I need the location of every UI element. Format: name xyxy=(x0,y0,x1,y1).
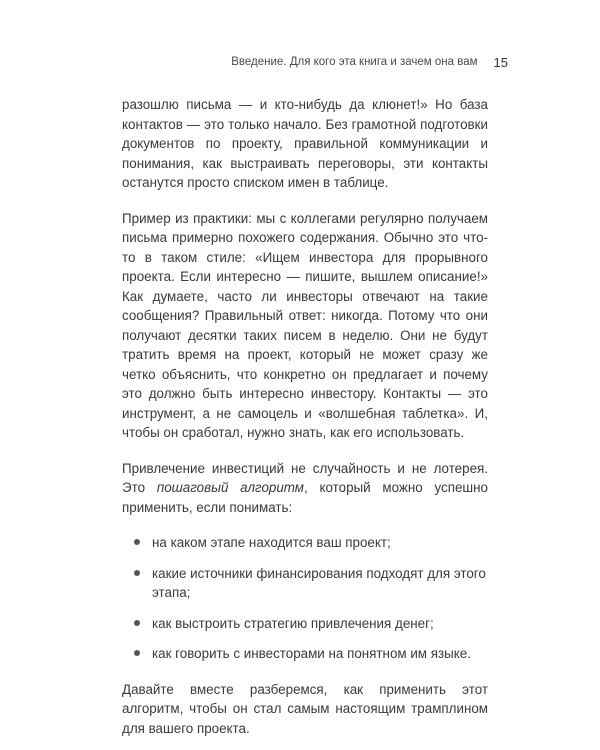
paragraph-1: разошлю письма — и кто-нибудь да клюнет!» Но база контактов — это только начало. Без грамотной подготовки документов по проекту, правильной коммуникации и понимания, как выстраивать переговоры, эти контакты останутся просто списком имен в таблице. xyxy=(122,97,488,190)
paragraph-3-end: , который можно успешно применить, если понимать: xyxy=(122,480,488,515)
bullet-icon xyxy=(134,570,140,576)
list-item-text: какие источники финансирования подходят для этого этапа; xyxy=(152,565,486,600)
list-item xyxy=(122,614,488,634)
running-title: Введение. Для кого эта книга и зачем она вам xyxy=(231,56,478,68)
list-item-text: на каком этапе находится ваш проект; xyxy=(152,535,391,550)
page-number: 15 xyxy=(493,54,508,70)
list-item xyxy=(122,564,488,603)
bullet-icon xyxy=(134,539,140,545)
page-body xyxy=(122,95,488,738)
bullet-icon xyxy=(134,620,140,626)
bullet-list xyxy=(122,533,488,664)
bullet-icon xyxy=(134,650,140,656)
running-header xyxy=(231,52,508,72)
list-item xyxy=(122,644,488,664)
list-item xyxy=(122,533,488,553)
list-item-text: как говорить с инвесторами на понятном им языке. xyxy=(152,646,471,661)
list-item-text: как выстроить стратегию привлечения денег; xyxy=(152,615,434,631)
closing-paragraph: Давайте вместе разберемся, как применить этот алгоритм, чтобы он стал самым настоящим трамплином для вашего проекта. xyxy=(122,681,488,736)
paragraph-2: Пример из практики: мы с коллегами регулярно получаем письма примерно похожего содержания. Обычно это что-то в таком стиле: «Ищем инвестора для прорывного проекта. Если интересно — пишите, вышлем описание!» Как думаете, часто ли инвесторы отвечают на такие сообщения? Правильный ответ: никогда. Потому что они получают десятки таких писем в неделю. Они не будут тратить время на проект, который не может сразу же четко объяснить, что конкретно он предлагает и почему это должно быть интересно инвестору. Контакты — это инструмент, а не самоцель и «волшебная таблетка». И, чтобы он сработал, нужно знать, как его использовать. xyxy=(122,210,488,440)
paragraph-3 xyxy=(122,459,488,518)
paragraph-3-start: Привлечение инвестиций не случайность и не лотерея. Это xyxy=(122,460,488,495)
emphasis-algorithm: пошаговый алгоритм xyxy=(156,480,304,495)
